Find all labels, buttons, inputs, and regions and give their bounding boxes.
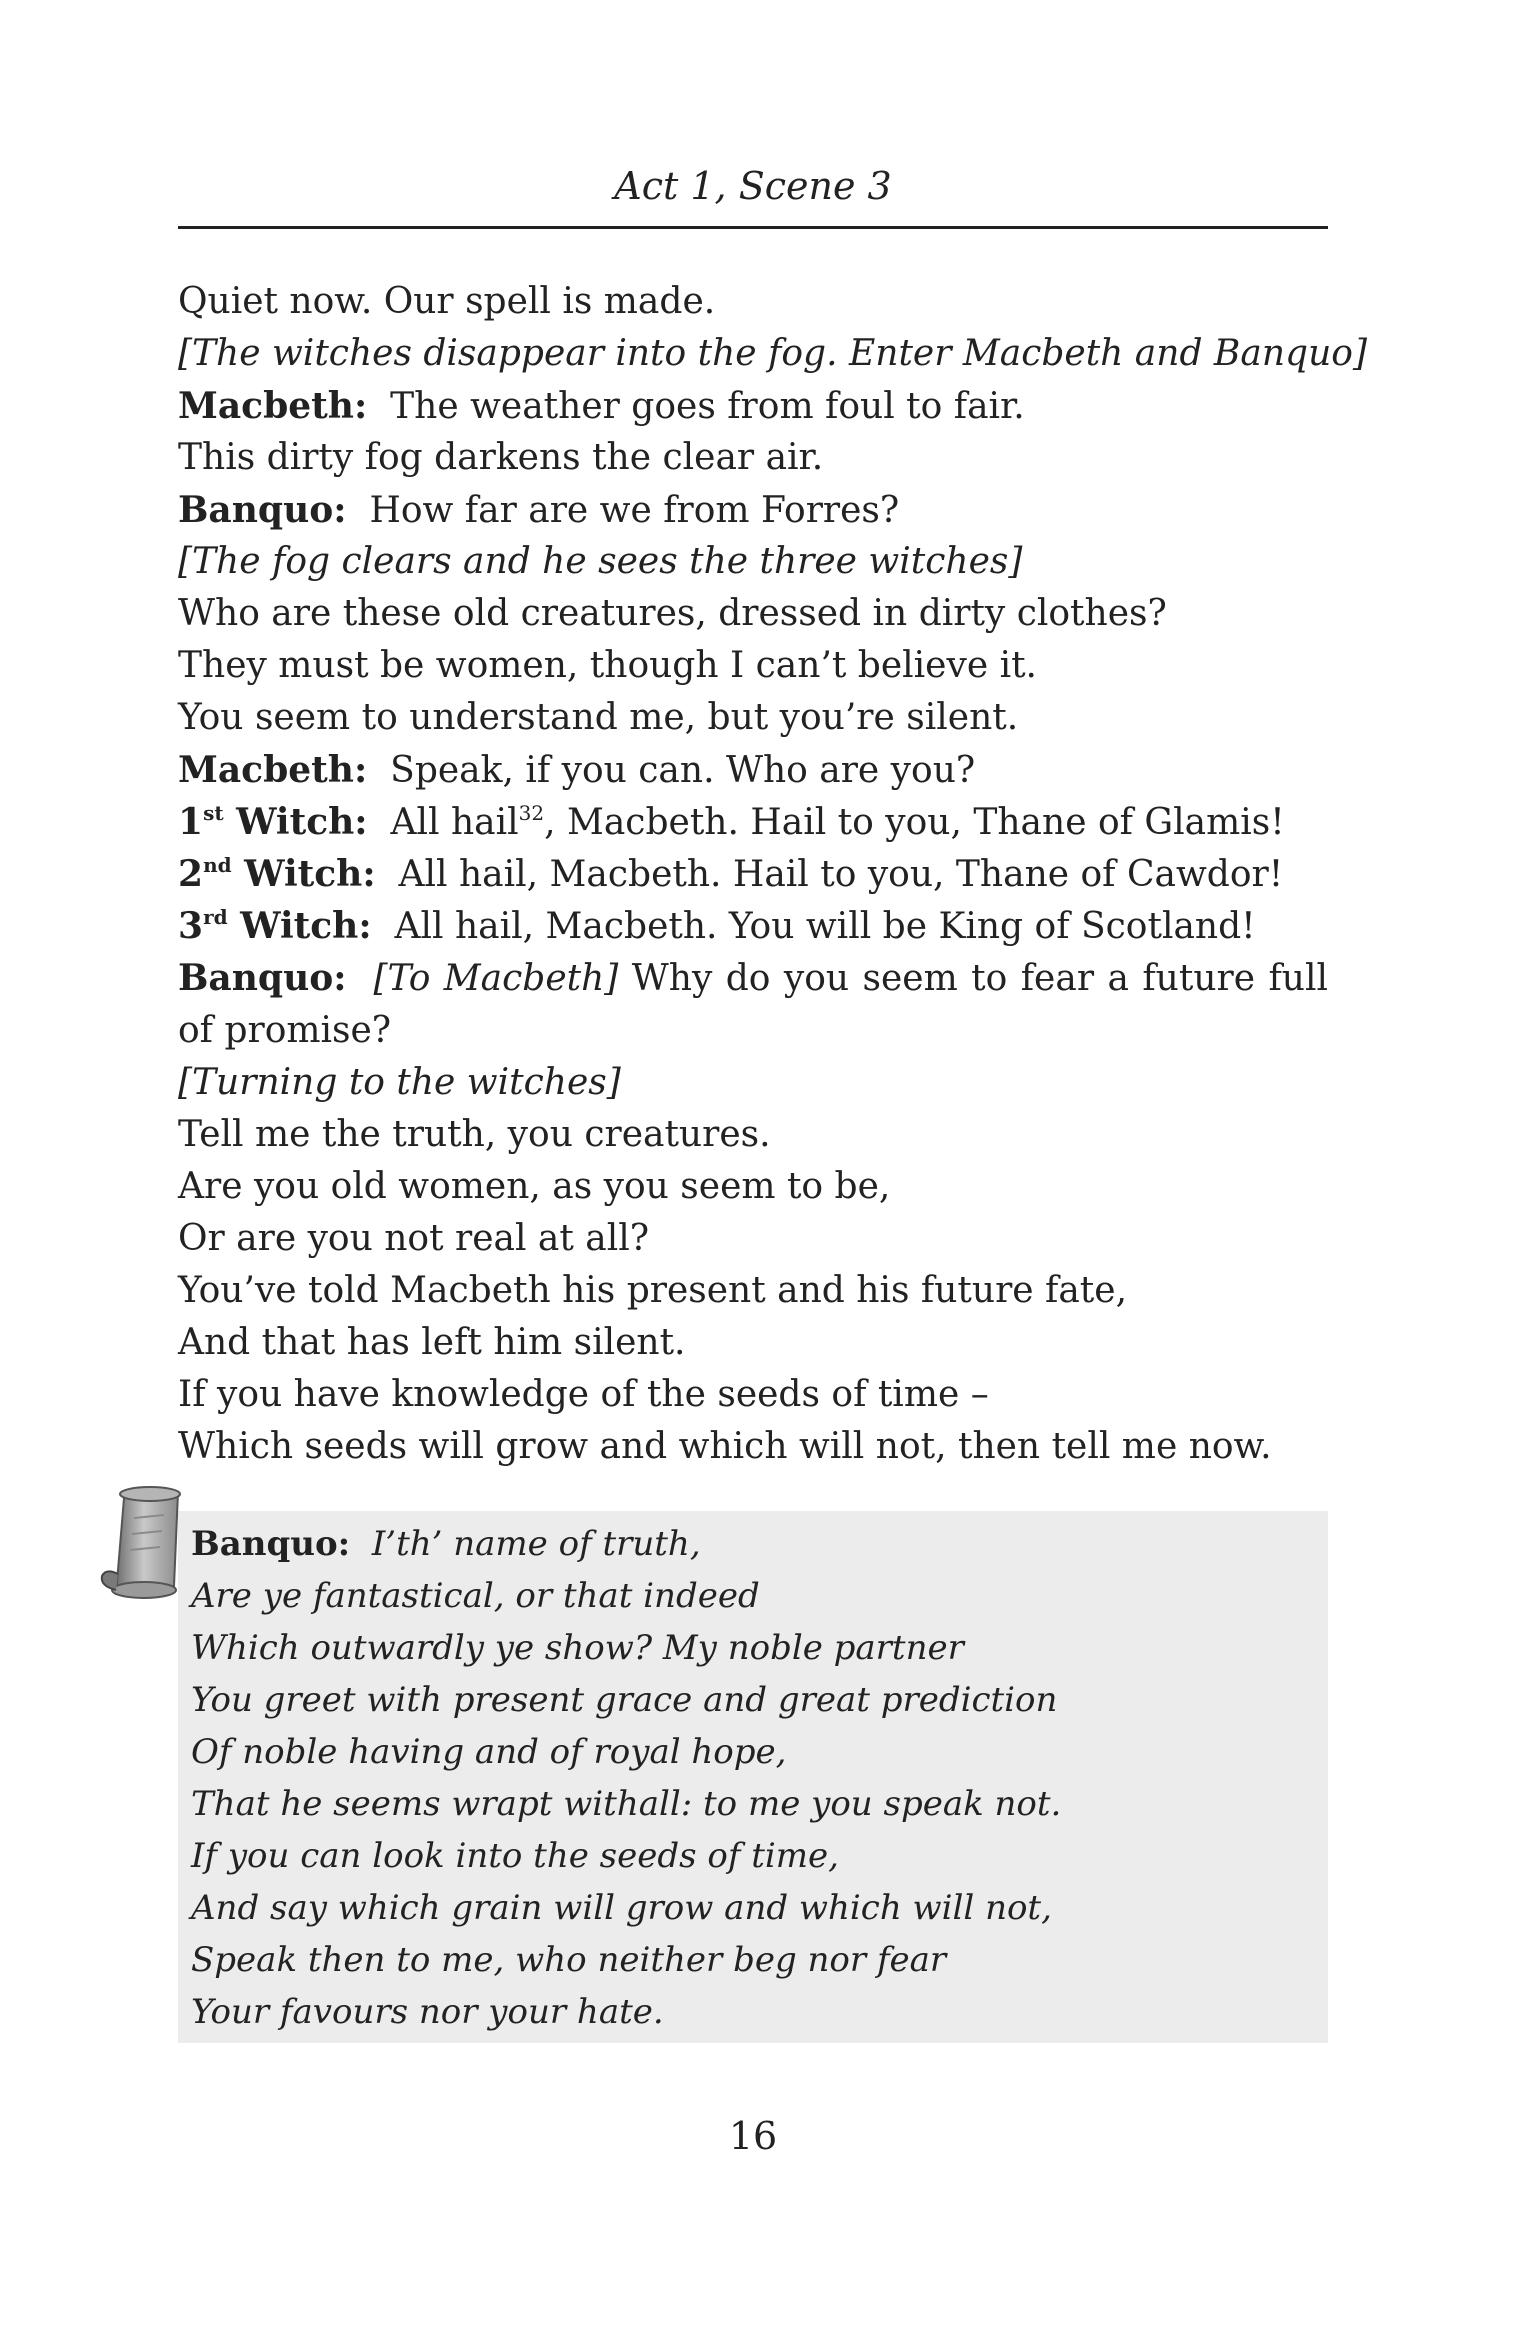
original-line: That he seems wrapt withall: to me you speak not. xyxy=(191,1784,1062,1824)
original-line: You greet with present grace and great prediction xyxy=(191,1680,1058,1720)
original-text xyxy=(191,1518,1311,2038)
text-line: Are you old women, as you seem to be, xyxy=(178,1166,891,1207)
page-number: 16 xyxy=(728,2114,778,2158)
original-line: Which outwardly ye show? My noble partner xyxy=(191,1628,964,1668)
scroll-icon xyxy=(94,1486,190,1604)
speech-line: 2nd Witch: All hail, Macbeth. Hail to you, Thane of Cawdor! xyxy=(178,853,1284,895)
text-line: Or are you not real at all? xyxy=(178,1218,650,1259)
text-line: Which seeds will grow and which will not, then tell me now. xyxy=(178,1426,1272,1467)
speech-line: Banquo: How far are we from Forres? xyxy=(178,489,900,531)
speaker-name: Macbeth: xyxy=(178,385,368,427)
text-line: Who are these old creatures, dressed in dirty clothes? xyxy=(178,593,1167,634)
speaker-name: Banquo: xyxy=(178,957,347,999)
original-line: Banquo: I’th’ name of truth, xyxy=(191,1524,701,1564)
stage-direction: [The witches disappear into the fog. Enter Macbeth and Banquo] xyxy=(178,333,1367,374)
speaker-name: Banquo: xyxy=(178,489,347,531)
footnote-marker: 32 xyxy=(518,801,545,825)
original-line: Of noble having and of royal hope, xyxy=(191,1732,787,1772)
speaker-name: 2nd Witch: xyxy=(178,853,376,895)
text-line: They must be women, though I can’t believe it. xyxy=(178,645,1037,686)
text-line: Quiet now. Our spell is made. xyxy=(178,281,716,322)
original-line: Your favours nor your hate. xyxy=(191,1992,664,2032)
text-line: You’ve told Macbeth his present and his future fate, xyxy=(178,1270,1128,1311)
text-line: Tell me the truth, you creatures. xyxy=(178,1114,771,1155)
speaker-name: 3rd Witch: xyxy=(178,905,372,947)
text-line: You seem to understand me, but you’re silent. xyxy=(178,697,1019,738)
running-header: Act 1, Scene 3 xyxy=(614,164,892,208)
stage-direction: [The fog clears and he sees the three witches] xyxy=(178,541,1023,582)
header-rule xyxy=(178,226,1328,229)
stage-direction: [Turning to the witches] xyxy=(178,1062,621,1103)
original-line: Speak then to me, who neither beg nor fear xyxy=(191,1940,947,1980)
speaker-name: 1st Witch: xyxy=(178,801,368,843)
original-line: And say which grain will grow and which will not, xyxy=(191,1888,1052,1928)
speaker-name: Macbeth: xyxy=(178,749,368,791)
stage-direction: [To Macbeth] xyxy=(373,958,619,999)
original-line: Are ye fantastical, or that indeed xyxy=(191,1576,760,1616)
speech-line: Macbeth: The weather goes from foul to fair. xyxy=(178,385,1025,427)
speech-line: 3rd Witch: All hail, Macbeth. You will be King of Scotland! xyxy=(178,905,1256,947)
speech-line: Banquo: [To Macbeth] Why do you seem to fear a future full of promise? xyxy=(178,957,1328,1051)
speaker-name: Banquo: xyxy=(191,1524,351,1564)
speech-line: 1st Witch: All hail$^{32}$, Macbeth. Hail to you, Thane of Glamis! xyxy=(178,801,1285,843)
modern-text xyxy=(178,276,1367,1473)
text-line: If you have knowledge of the seeds of time – xyxy=(178,1374,989,1415)
text-line: And that has left him silent. xyxy=(178,1322,686,1363)
text-line: This dirty fog darkens the clear air. xyxy=(178,437,824,478)
original-line: If you can look into the seeds of time, xyxy=(191,1836,839,1876)
speech-line: Macbeth: Speak, if you can. Who are you? xyxy=(178,749,976,791)
